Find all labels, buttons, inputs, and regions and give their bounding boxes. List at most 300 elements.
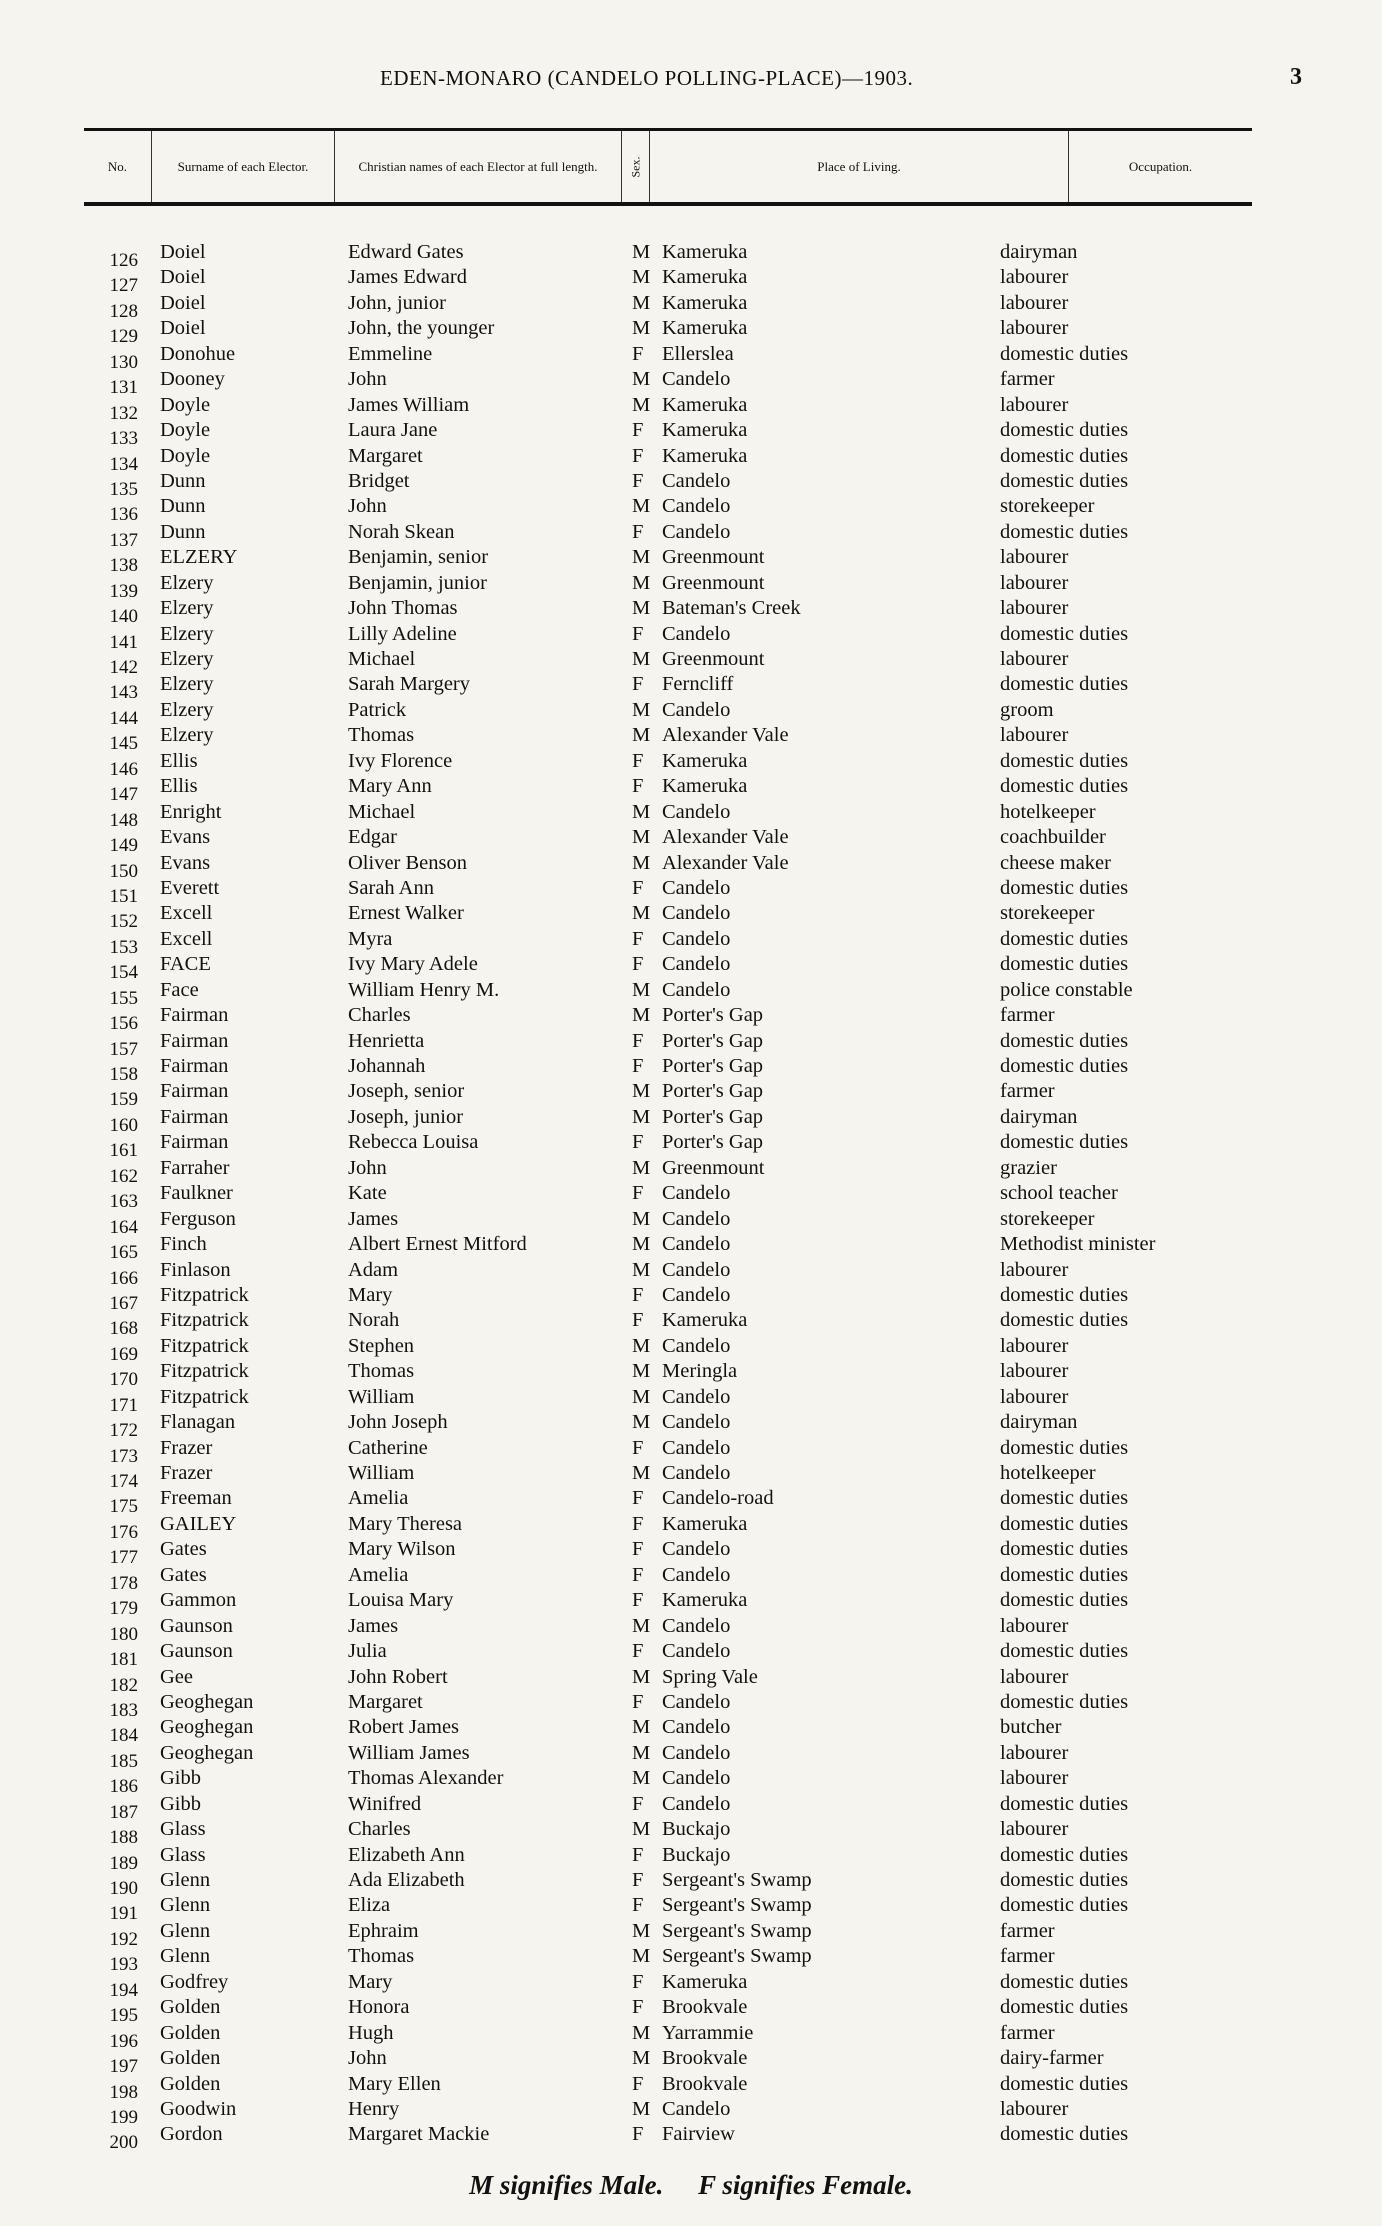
elector-number: 142 [109, 657, 138, 678]
elector-place: Candelo [662, 1334, 731, 1357]
elector-number: 139 [109, 580, 138, 602]
elector-occupation: labourer [1000, 1360, 1069, 1383]
elector-place: Kameruka [662, 266, 748, 289]
elector-number: 148 [109, 809, 138, 831]
elector-occupation: domestic duties [1000, 1309, 1129, 1332]
elector-occupation: labourer [1000, 266, 1069, 289]
elector-number: 166 [109, 1267, 138, 1289]
elector-number: 140 [109, 606, 138, 628]
elector-sex: F [632, 2072, 644, 2095]
elector-place: Candelo [662, 622, 731, 645]
table-row [0, 1308, 1382, 1340]
elector-number: 188 [109, 1827, 138, 1849]
table-row [0, 1741, 1382, 1772]
elector-christian-names: Amelia [348, 1563, 409, 1586]
table-row [0, 1207, 1382, 1238]
elector-sex: M [632, 495, 651, 518]
elector-sex: F [632, 1436, 644, 1459]
elector-place: Porter's Gap [662, 1131, 764, 1154]
elector-sex: M [632, 291, 651, 314]
elector-surname: Gibb [160, 1767, 201, 1790]
elector-sex: F [632, 775, 644, 798]
elector-christian-names: Joseph, senior [348, 1080, 465, 1103]
elector-sex: M [632, 1665, 651, 1688]
elector-surname: Gordon [160, 2123, 223, 2146]
table-row [0, 723, 1382, 755]
elector-number: 152 [109, 911, 138, 933]
elector-occupation: domestic duties [1000, 1538, 1129, 1561]
elector-occupation: storekeeper [1000, 1207, 1095, 1230]
elector-sex: M [632, 1945, 651, 1968]
elector-occupation: police constable [1000, 978, 1133, 1001]
table-row [0, 1690, 1382, 1721]
elector-place: Candelo [662, 1258, 731, 1281]
elector-place: Brookvale [662, 2072, 748, 2095]
table-row [0, 1919, 1382, 1950]
elector-place: Candelo [662, 698, 731, 721]
elector-number: 144 [109, 707, 138, 729]
elector-surname: Doyle [160, 419, 211, 442]
elector-sex: M [632, 266, 651, 289]
elector-sex: M [632, 1258, 651, 1281]
elector-place: Candelo [662, 1614, 731, 1637]
elector-christian-names: Ephraim [348, 1919, 419, 1942]
table-row [0, 494, 1382, 526]
elector-number: 178 [109, 1572, 138, 1594]
elector-sex: F [632, 1538, 644, 1561]
elector-occupation: labourer [1000, 291, 1069, 314]
elector-sex: M [632, 1080, 651, 1103]
elector-place: Sergeant's Swamp [662, 1869, 812, 1891]
elector-christian-names: Julia [348, 1640, 387, 1663]
elector-surname: Glenn [160, 1869, 211, 1891]
elector-christian-names: Henrietta [348, 1029, 425, 1052]
elector-place: Candelo [662, 495, 731, 518]
table-row [0, 800, 1382, 831]
elector-christian-names: Eliza [348, 1894, 391, 1917]
elector-surname: Goodwin [160, 2097, 237, 2120]
elector-christian-names: Kate [348, 1182, 387, 1205]
elector-sex: M [632, 1385, 651, 1408]
elector-surname: Golden [160, 1996, 221, 2019]
elector-number: 195 [109, 2005, 138, 2027]
elector-place: Candelo [662, 1563, 731, 1586]
elector-surname: Faulkner [160, 1182, 233, 1205]
elector-number: 200 [109, 2132, 138, 2154]
elector-number: 147 [109, 784, 138, 806]
elector-sex: M [632, 241, 651, 263]
elector-occupation: domestic duties [1000, 469, 1129, 492]
elector-occupation: domestic duties [1000, 1843, 1129, 1866]
elector-christian-names: Ernest Walker [348, 902, 464, 925]
elector-place: Alexander Vale [662, 724, 789, 747]
elector-place: Meringla [662, 1360, 738, 1383]
elector-sex: M [632, 2047, 651, 2070]
elector-christian-names: John Robert [348, 1665, 448, 1688]
elector-occupation: labourer [1000, 1258, 1069, 1281]
table-row [0, 2072, 1382, 2103]
elector-number: 157 [109, 1038, 138, 1060]
elector-christian-names: Laura Jane [348, 419, 438, 442]
elector-christian-names: Mary Theresa [348, 1512, 463, 1535]
elector-number: 145 [109, 733, 138, 755]
table-row [0, 672, 1382, 704]
elector-surname: Dunn [160, 495, 206, 518]
elector-sex: F [632, 469, 644, 492]
table-row [0, 1105, 1382, 1136]
elector-place: Candelo [662, 1436, 731, 1459]
elector-occupation: groom [1000, 698, 1054, 721]
elector-surname: Geoghegan [160, 1741, 254, 1764]
elector-place: Kameruka [662, 291, 748, 314]
elector-surname: Excell [160, 902, 213, 925]
elector-sex: M [632, 978, 651, 1001]
elector-number: 194 [109, 1979, 138, 2001]
table-row [0, 1817, 1382, 1849]
elector-occupation: domestic duties [1000, 927, 1129, 950]
elector-surname: Glass [160, 1843, 206, 1866]
legend-female: F signifies Female. [698, 2170, 913, 2200]
elector-christian-names: John Thomas [348, 597, 458, 620]
elector-number: 184 [109, 1725, 138, 1747]
elector-occupation: domestic duties [1000, 342, 1129, 365]
elector-place: Candelo [662, 368, 731, 391]
elector-sex: M [632, 1767, 651, 1790]
elector-christian-names: John [348, 495, 387, 518]
elector-christian-names: Margaret [348, 444, 423, 467]
elector-number: 149 [109, 835, 138, 857]
elector-occupation: domestic duties [1000, 419, 1129, 442]
elector-christian-names: Myra [348, 927, 393, 950]
table-row [0, 2122, 1382, 2154]
elector-christian-names: Ivy Mary Adele [348, 953, 478, 976]
elector-sex: F [632, 1640, 644, 1663]
sex-legend [0, 2170, 1382, 2201]
elector-number: 126 [109, 250, 138, 271]
elector-occupation: labourer [1000, 317, 1069, 340]
table-row [0, 851, 1382, 882]
elector-christian-names: Norah Skean [348, 520, 455, 543]
elector-surname: Gaunson [160, 1640, 233, 1663]
elector-number: 156 [109, 1013, 138, 1035]
elector-occupation: domestic duties [1000, 1283, 1129, 1306]
elector-number: 151 [109, 885, 138, 907]
elector-number: 137 [109, 529, 138, 551]
elector-occupation: domestic duties [1000, 1690, 1129, 1713]
table-row [0, 265, 1382, 297]
table-row [0, 1054, 1382, 1085]
elector-place: Candelo [662, 1792, 731, 1815]
elector-occupation: labourer [1000, 571, 1069, 594]
table-row [0, 2097, 1382, 2128]
elector-surname: Elzery [160, 597, 214, 620]
elector-sex: F [632, 1869, 644, 1891]
elector-number: 192 [109, 1928, 138, 1950]
elector-sex: F [632, 419, 644, 442]
elector-christian-names: James William [348, 393, 470, 416]
elector-occupation: butcher [1000, 1716, 1062, 1739]
elector-place: Candelo [662, 469, 731, 492]
elector-christian-names: Bridget [348, 469, 410, 492]
elector-sex: F [632, 749, 644, 772]
elector-place: Bateman's Creek [662, 597, 801, 620]
elector-christian-names: Mary Ellen [348, 2072, 441, 2095]
elector-surname: Finch [160, 1233, 207, 1256]
table-row [0, 1792, 1382, 1823]
elector-christian-names: Rebecca Louisa [348, 1131, 479, 1154]
table-row [0, 545, 1382, 577]
elector-christian-names: Oliver Benson [348, 851, 467, 874]
elector-number: 138 [109, 555, 138, 577]
elector-surname: Elzery [160, 622, 214, 645]
elector-occupation: cheese maker [1000, 851, 1111, 874]
elector-place: Candelo [662, 953, 731, 976]
elector-christian-names: Benjamin, senior [348, 546, 489, 569]
elector-occupation: hotelkeeper [1000, 800, 1096, 823]
table-row [0, 1715, 1382, 1747]
elector-sex: F [632, 1690, 644, 1713]
elector-occupation: domestic duties [1000, 520, 1129, 543]
elector-place: Kameruka [662, 1589, 748, 1612]
elector-place: Candelo [662, 1385, 731, 1408]
elector-sex: M [632, 1716, 651, 1739]
elector-number: 164 [109, 1216, 138, 1238]
table-row [0, 1436, 1382, 1467]
elector-number: 181 [109, 1649, 138, 1671]
elector-occupation: grazier [1000, 1156, 1057, 1179]
elector-surname: Fitzpatrick [160, 1309, 249, 1332]
elector-christian-names: Thomas [348, 1360, 415, 1383]
elector-place: Ferncliff [662, 673, 734, 696]
elector-christian-names: Albert Ernest Mitford [348, 1233, 527, 1256]
elector-surname: Enright [160, 800, 222, 823]
elector-sex: F [632, 1055, 644, 1077]
elector-number: 190 [109, 1878, 138, 1899]
elector-place: Kameruka [662, 317, 748, 340]
table-row [0, 444, 1382, 475]
elector-place: Candelo [662, 1640, 731, 1663]
elector-place: Porter's Gap [662, 1105, 764, 1128]
elector-occupation: labourer [1000, 1818, 1069, 1841]
table-row [0, 622, 1382, 653]
elector-christian-names: William [348, 1462, 415, 1484]
elector-surname: Godfrey [160, 1970, 229, 1993]
elector-christian-names: Adam [348, 1258, 399, 1281]
elector-occupation: dairy-farmer [1000, 2047, 1104, 2070]
elector-surname: Fitzpatrick [160, 1283, 249, 1306]
column-header-place: Place of Living. [650, 131, 1069, 202]
table-row [0, 1029, 1382, 1060]
elector-christian-names: John [348, 1156, 387, 1179]
elector-occupation: Methodist minister [1000, 1233, 1156, 1256]
elector-number: 182 [109, 1674, 138, 1696]
elector-sex: F [632, 1131, 644, 1154]
elector-occupation: farmer [1000, 1004, 1055, 1027]
table-row [0, 367, 1382, 399]
elector-place: Kameruka [662, 419, 748, 442]
table-row [0, 1766, 1382, 1798]
elector-christian-names: William [348, 1385, 415, 1408]
elector-sex: F [632, 953, 644, 976]
elector-occupation: domestic duties [1000, 749, 1129, 772]
elector-surname: Glenn [160, 1919, 211, 1942]
elector-occupation: domestic duties [1000, 444, 1129, 467]
elector-number: 199 [109, 2106, 138, 2128]
elector-sex: F [632, 1182, 644, 1205]
elector-surname: Fitzpatrick [160, 1360, 249, 1383]
elector-christian-names: Michael [348, 648, 416, 670]
elector-christian-names: Thomas [348, 1945, 415, 1968]
table-row [0, 1385, 1382, 1416]
elector-list [0, 240, 1382, 2154]
elector-place: Kameruka [662, 1309, 748, 1332]
elector-number: 171 [109, 1394, 138, 1416]
elector-number: 141 [109, 631, 138, 653]
elector-occupation: domestic duties [1000, 1029, 1129, 1052]
column-header-christian-names: Christian names of each Elector at full length. [335, 131, 622, 202]
elector-surname: Geoghegan [160, 1716, 254, 1739]
table-row [0, 1563, 1382, 1594]
elector-place: Alexander Vale [662, 851, 789, 874]
elector-place: Candelo [662, 1411, 731, 1434]
elector-surname: Fitzpatrick [160, 1334, 249, 1357]
elector-place: Candelo [662, 902, 731, 925]
elector-number: 168 [109, 1318, 138, 1340]
elector-sex: F [632, 2123, 644, 2146]
elector-occupation: coachbuilder [1000, 826, 1106, 849]
elector-occupation: domestic duties [1000, 1894, 1129, 1917]
elector-number: 186 [109, 1776, 138, 1798]
elector-occupation: domestic duties [1000, 953, 1129, 976]
elector-place: Candelo [662, 1767, 731, 1790]
elector-place: Candelo [662, 2097, 731, 2120]
elector-place: Yarrammie [662, 2021, 754, 2044]
elector-surname: Glenn [160, 1945, 211, 1968]
elector-number: 155 [109, 987, 138, 1009]
elector-surname: Fitzpatrick [160, 1385, 249, 1408]
elector-christian-names: Edward Gates [348, 241, 464, 263]
table-row [0, 342, 1382, 373]
elector-surname: Frazer [160, 1462, 213, 1484]
elector-number: 133 [109, 428, 138, 450]
elector-christian-names: Joseph, junior [348, 1105, 464, 1128]
elector-occupation: domestic duties [1000, 622, 1129, 645]
elector-christian-names: Thomas Alexander [348, 1767, 504, 1790]
table-row [0, 647, 1382, 678]
column-header-sex [622, 131, 650, 202]
elector-place: Buckajo [662, 1818, 731, 1841]
elector-number: 198 [109, 2081, 138, 2103]
table-row [0, 393, 1382, 424]
elector-christian-names: Thomas [348, 724, 415, 747]
elector-christian-names: Sarah Ann [348, 876, 434, 899]
table-row [0, 1359, 1382, 1391]
elector-place: Kameruka [662, 749, 748, 772]
elector-surname: Fairman [160, 1004, 229, 1027]
elector-place: Candelo [662, 1538, 731, 1561]
elector-occupation: domestic duties [1000, 1640, 1129, 1663]
elector-number: 154 [109, 962, 138, 984]
table-row [0, 1258, 1382, 1289]
elector-sex: F [632, 673, 644, 696]
elector-christian-names: John, junior [348, 291, 446, 314]
elector-place: Candelo [662, 1233, 731, 1256]
elector-place: Fairview [662, 2123, 735, 2146]
elector-surname: Dooney [160, 368, 225, 391]
elector-number: 162 [109, 1165, 138, 1187]
table-row [0, 1665, 1382, 1696]
elector-christian-names: James Edward [348, 266, 467, 289]
elector-number: 167 [109, 1292, 138, 1314]
elector-number: 172 [109, 1420, 138, 1442]
elector-sex: F [632, 1487, 644, 1510]
elector-christian-names: Robert James [348, 1716, 460, 1739]
elector-sex: M [632, 546, 651, 569]
elector-surname: Gammon [160, 1589, 237, 1612]
elector-occupation: labourer [1000, 1767, 1069, 1790]
elector-occupation: labourer [1000, 1385, 1069, 1408]
table-row [0, 1079, 1382, 1111]
elector-place: Candelo [662, 1283, 731, 1306]
elector-surname: Elzery [160, 648, 214, 670]
page-header [0, 66, 1382, 106]
elector-christian-names: Louisa Mary [348, 1589, 454, 1612]
elector-surname: Elzery [160, 698, 214, 721]
elector-christian-names: Mary Ann [348, 775, 432, 798]
elector-christian-names: Henry [348, 2097, 400, 2120]
elector-christian-names: Michael [348, 800, 416, 823]
elector-sex: M [632, 724, 651, 747]
elector-number: 193 [109, 1954, 138, 1976]
elector-occupation: farmer [1000, 1080, 1055, 1103]
elector-sex: M [632, 597, 651, 620]
elector-christian-names: Johannah [348, 1055, 426, 1077]
elector-occupation: labourer [1000, 1665, 1069, 1688]
elector-number: 187 [109, 1801, 138, 1823]
elector-sex: F [632, 342, 644, 365]
elector-place: Candelo [662, 1741, 731, 1764]
elector-sex: M [632, 1207, 651, 1230]
elector-sex: F [632, 1894, 644, 1917]
elector-christian-names: Lilly Adeline [348, 622, 457, 645]
table-row [0, 1868, 1382, 1899]
elector-sex: M [632, 393, 651, 416]
elector-occupation: school teacher [1000, 1182, 1118, 1205]
elector-sex: M [632, 368, 651, 391]
elector-place: Kameruka [662, 393, 748, 416]
table-row [0, 876, 1382, 907]
elector-occupation: domestic duties [1000, 1512, 1129, 1535]
table-row [0, 1639, 1382, 1671]
elector-surname: Fairman [160, 1029, 229, 1052]
elector-occupation: domestic duties [1000, 1996, 1129, 2019]
elector-sex: M [632, 1360, 651, 1383]
column-header-no: No. [84, 131, 152, 202]
elector-sex: M [632, 317, 651, 340]
elector-number: 135 [109, 478, 138, 500]
elector-surname: Farraher [160, 1156, 230, 1179]
elector-sex: F [632, 1029, 644, 1052]
elector-occupation: labourer [1000, 1334, 1069, 1357]
table-row [0, 1003, 1382, 1035]
elector-sex: F [632, 1512, 644, 1535]
elector-place: Candelo [662, 1716, 731, 1739]
elector-surname: Gibb [160, 1792, 201, 1815]
elector-surname: Everett [160, 876, 220, 899]
elector-surname: Gates [160, 1563, 207, 1586]
elector-sex: M [632, 1004, 651, 1027]
elector-occupation: labourer [1000, 1741, 1069, 1764]
